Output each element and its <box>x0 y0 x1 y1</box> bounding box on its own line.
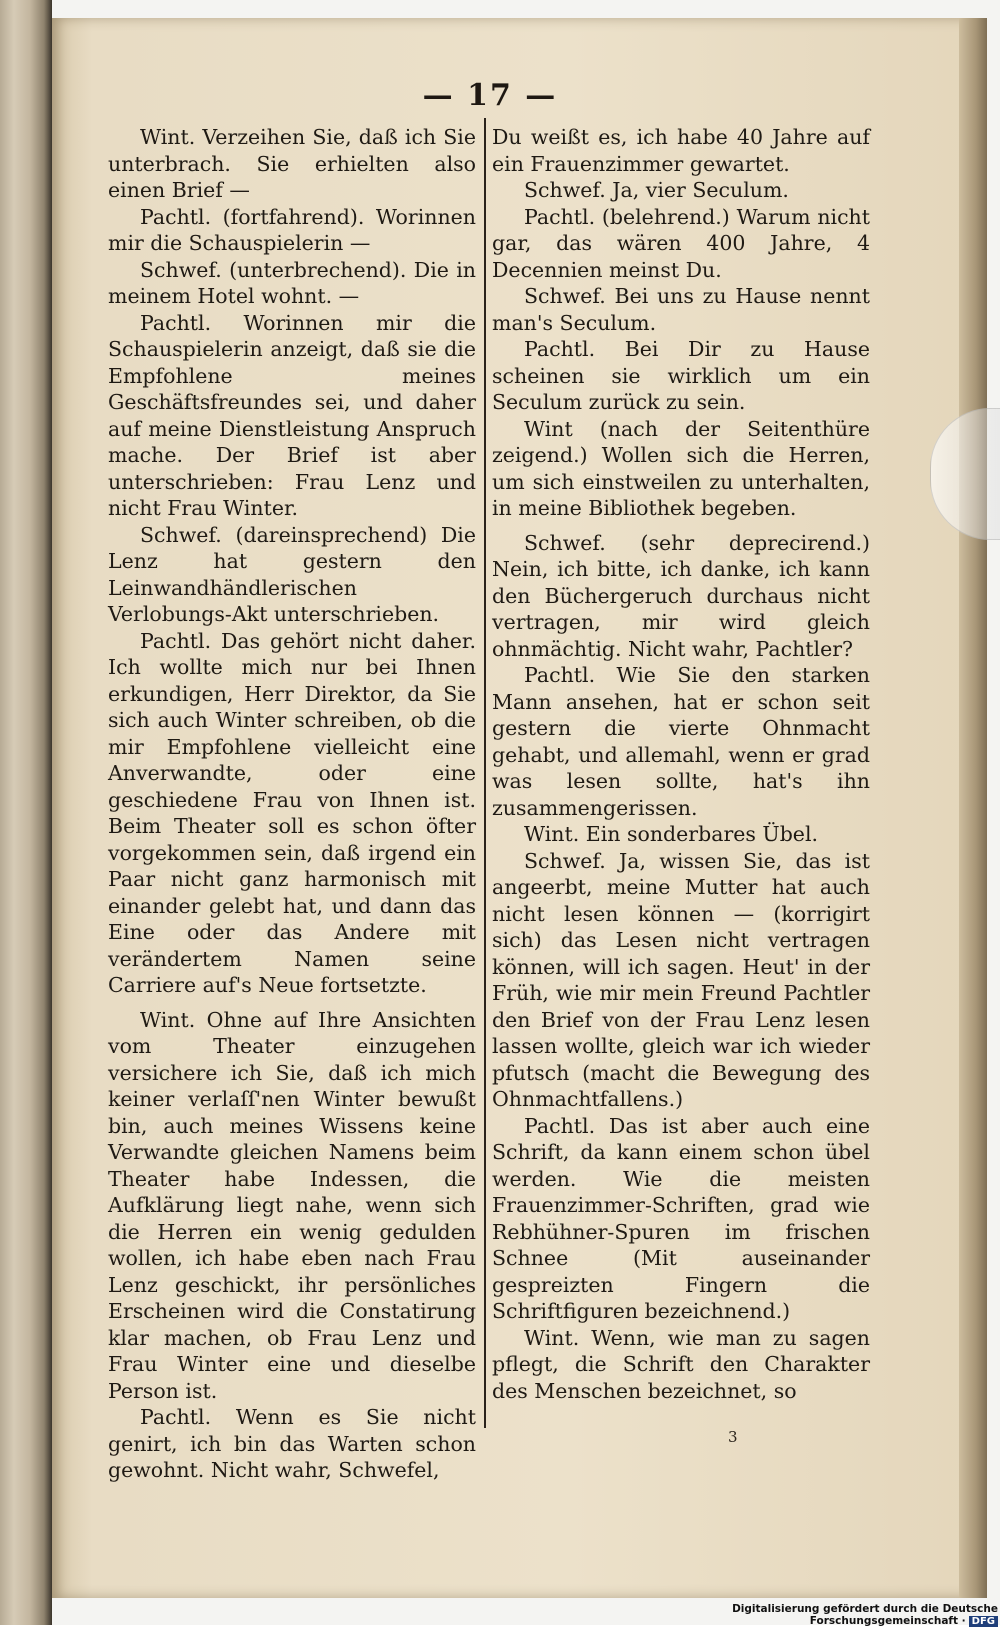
paragraph: Pachtl. (belehrend.) Warum nicht gar, das wären 400 Jahre, 4 Decennien meinst Du. <box>492 204 870 282</box>
paragraph: Wint. Ein sonderbares Übel. <box>524 822 819 846</box>
paragraph: Schwef. Bei uns zu Hause nennt man's Seculum. <box>492 284 870 335</box>
paragraph: Schwef. (unterbrechend). Die in meinem Hotel wohnt. — <box>108 257 476 308</box>
paragraph: Wint. Wenn, wie man zu sagen pflegt, die Schrift den Charakter des Menschen bezeichnet, so <box>492 1325 870 1403</box>
paragraph: Pachtl. Das ist aber auch eine Schrift, da kann einem schon übel werden. Wie die meisten Frauenzimmer-Schriften, grad wie Rebhühner-Spuren im frischen Schnee (Mit auseinander gespreizten Fingern die Schriftfiguren bezeichnend.) <box>492 1113 870 1323</box>
paragraph: Schwef. (dareinsprechend) Die Lenz hat gestern den Leinwandhändlerischen Verlobungs-Akt unterschrieben. <box>108 522 476 626</box>
signature-mark: 3 <box>728 1428 738 1446</box>
paragraph: Pachtl. Wie Sie den starken Mann ansehen, hat er schon seit gestern die vierte Ohnmacht gehabt, und allemahl, wenn er grad was lesen sollte, hat's ihn zusammengerissen. <box>492 663 870 820</box>
paragraph: Schwef. (sehr deprecirend.) Nein, ich bitte, ich danke, ich kann den Büchergeruch durchaus nicht vertragen, mir wird gleich ohnmächtig. Nicht wahr, Pachtler? <box>492 530 870 661</box>
footer-text: Digitalisierung gefördert durch die Deutsche Forschungsgemeinschaft · <box>732 1603 998 1627</box>
left-column <box>108 124 476 1484</box>
left-page-edge <box>0 0 52 1625</box>
paragraph: Du weißt es, ich habe 40 Jahre auf ein Frauenzimmer gewartet. <box>492 125 870 176</box>
paragraph: Pachtl. (fortfahrend). Worinnen mir die Schauspielerin — <box>108 204 476 255</box>
paragraph: Wint (nach der Seitenthüre zeigend.) Wollen sich die Herren, um sich einstweilen zu unterhalten, in meine Bibliothek begeben. <box>492 416 870 520</box>
paragraph: Pachtl. Wenn es Sie nicht genirt, ich bin das Warten schon gewohnt. Nicht wahr, Schwefel, <box>108 1405 476 1482</box>
page-right-edge <box>959 18 987 1598</box>
right-column <box>492 124 870 1404</box>
page-number: — 17 — <box>422 78 558 113</box>
paragraph: Wint. Ohne auf Ihre Ansichten vom Theater einzugehen versichere ich Sie, daß ich mich keiner verlaſſ'nen Winter bewußt bin, auch meines Wissens keine Verwandte gleichen Namens beim Theater habe Indessen, die Aufklärung liegt nahe, wenn sich die Herren ein wenig gedulden wollen, ich habe eben nach Frau Lenz geschickt, ihr persönliches Erscheinen wird die Constatirung klar machen, ob Frau Lenz und Frau Winter eine und dieselbe Person ist. <box>108 1007 476 1403</box>
dfg-logo[interactable]: DFG <box>969 1616 998 1627</box>
footer-credit <box>600 1603 998 1627</box>
paragraph: Schwef. Ja, vier Seculum. <box>524 178 789 202</box>
paragraph: Wint. Verzeihen Sie, daß ich Sie unterbrach. Sie erhielten also einen Brief — <box>108 125 476 202</box>
column-divider <box>484 118 486 1428</box>
paragraph: Pachtl. Das gehört nicht daher. Ich wollte mich nur bei Ihnen erkundigen, Herr Direktor, da Sie sich auch Winter schreiben, ob die mir Empfohlene vielleicht eine Anverwandte, oder eine geschiedene Frau von Ihnen ist. Beim Theater soll es schon öfter vorgekommen sein, daß irgend ein Paar nicht ganz harmonisch mit einander gelebt hat, und dann das Eine oder das Andere mit verändertem Namen seine Carriere auf's Neue fortsetzte. <box>108 628 476 997</box>
paragraph: Pachtl. Bei Dir zu Hause scheinen sie wirklich um ein Seculum zurück zu sein. <box>492 337 870 414</box>
paragraph: Pachtl. Worinnen mir die Schauspielerin anzeigt, daß sie die Empfohlene meines Geschäftsfreundes sei, und daher auf meine Dienstleistung Anspruch mache. Der Brief ist aber unterschrieben: Frau Lenz und nicht Frau Winter. <box>108 310 476 520</box>
paragraph: Schwef. Ja, wissen Sie, das ist angeerbt, meine Mutter hat auch nicht lesen können — (korrigirt sich) das Lesen nicht vertragen können, will ich sagen. Heut' in der Früh, wie mir mein Freund Pachtler den Brief von der Frau Lenz lesen lassen wollte, gleich war ich wieder pfutsch (macht die Bewegung des Ohnmachtfallens.) <box>492 848 870 1111</box>
